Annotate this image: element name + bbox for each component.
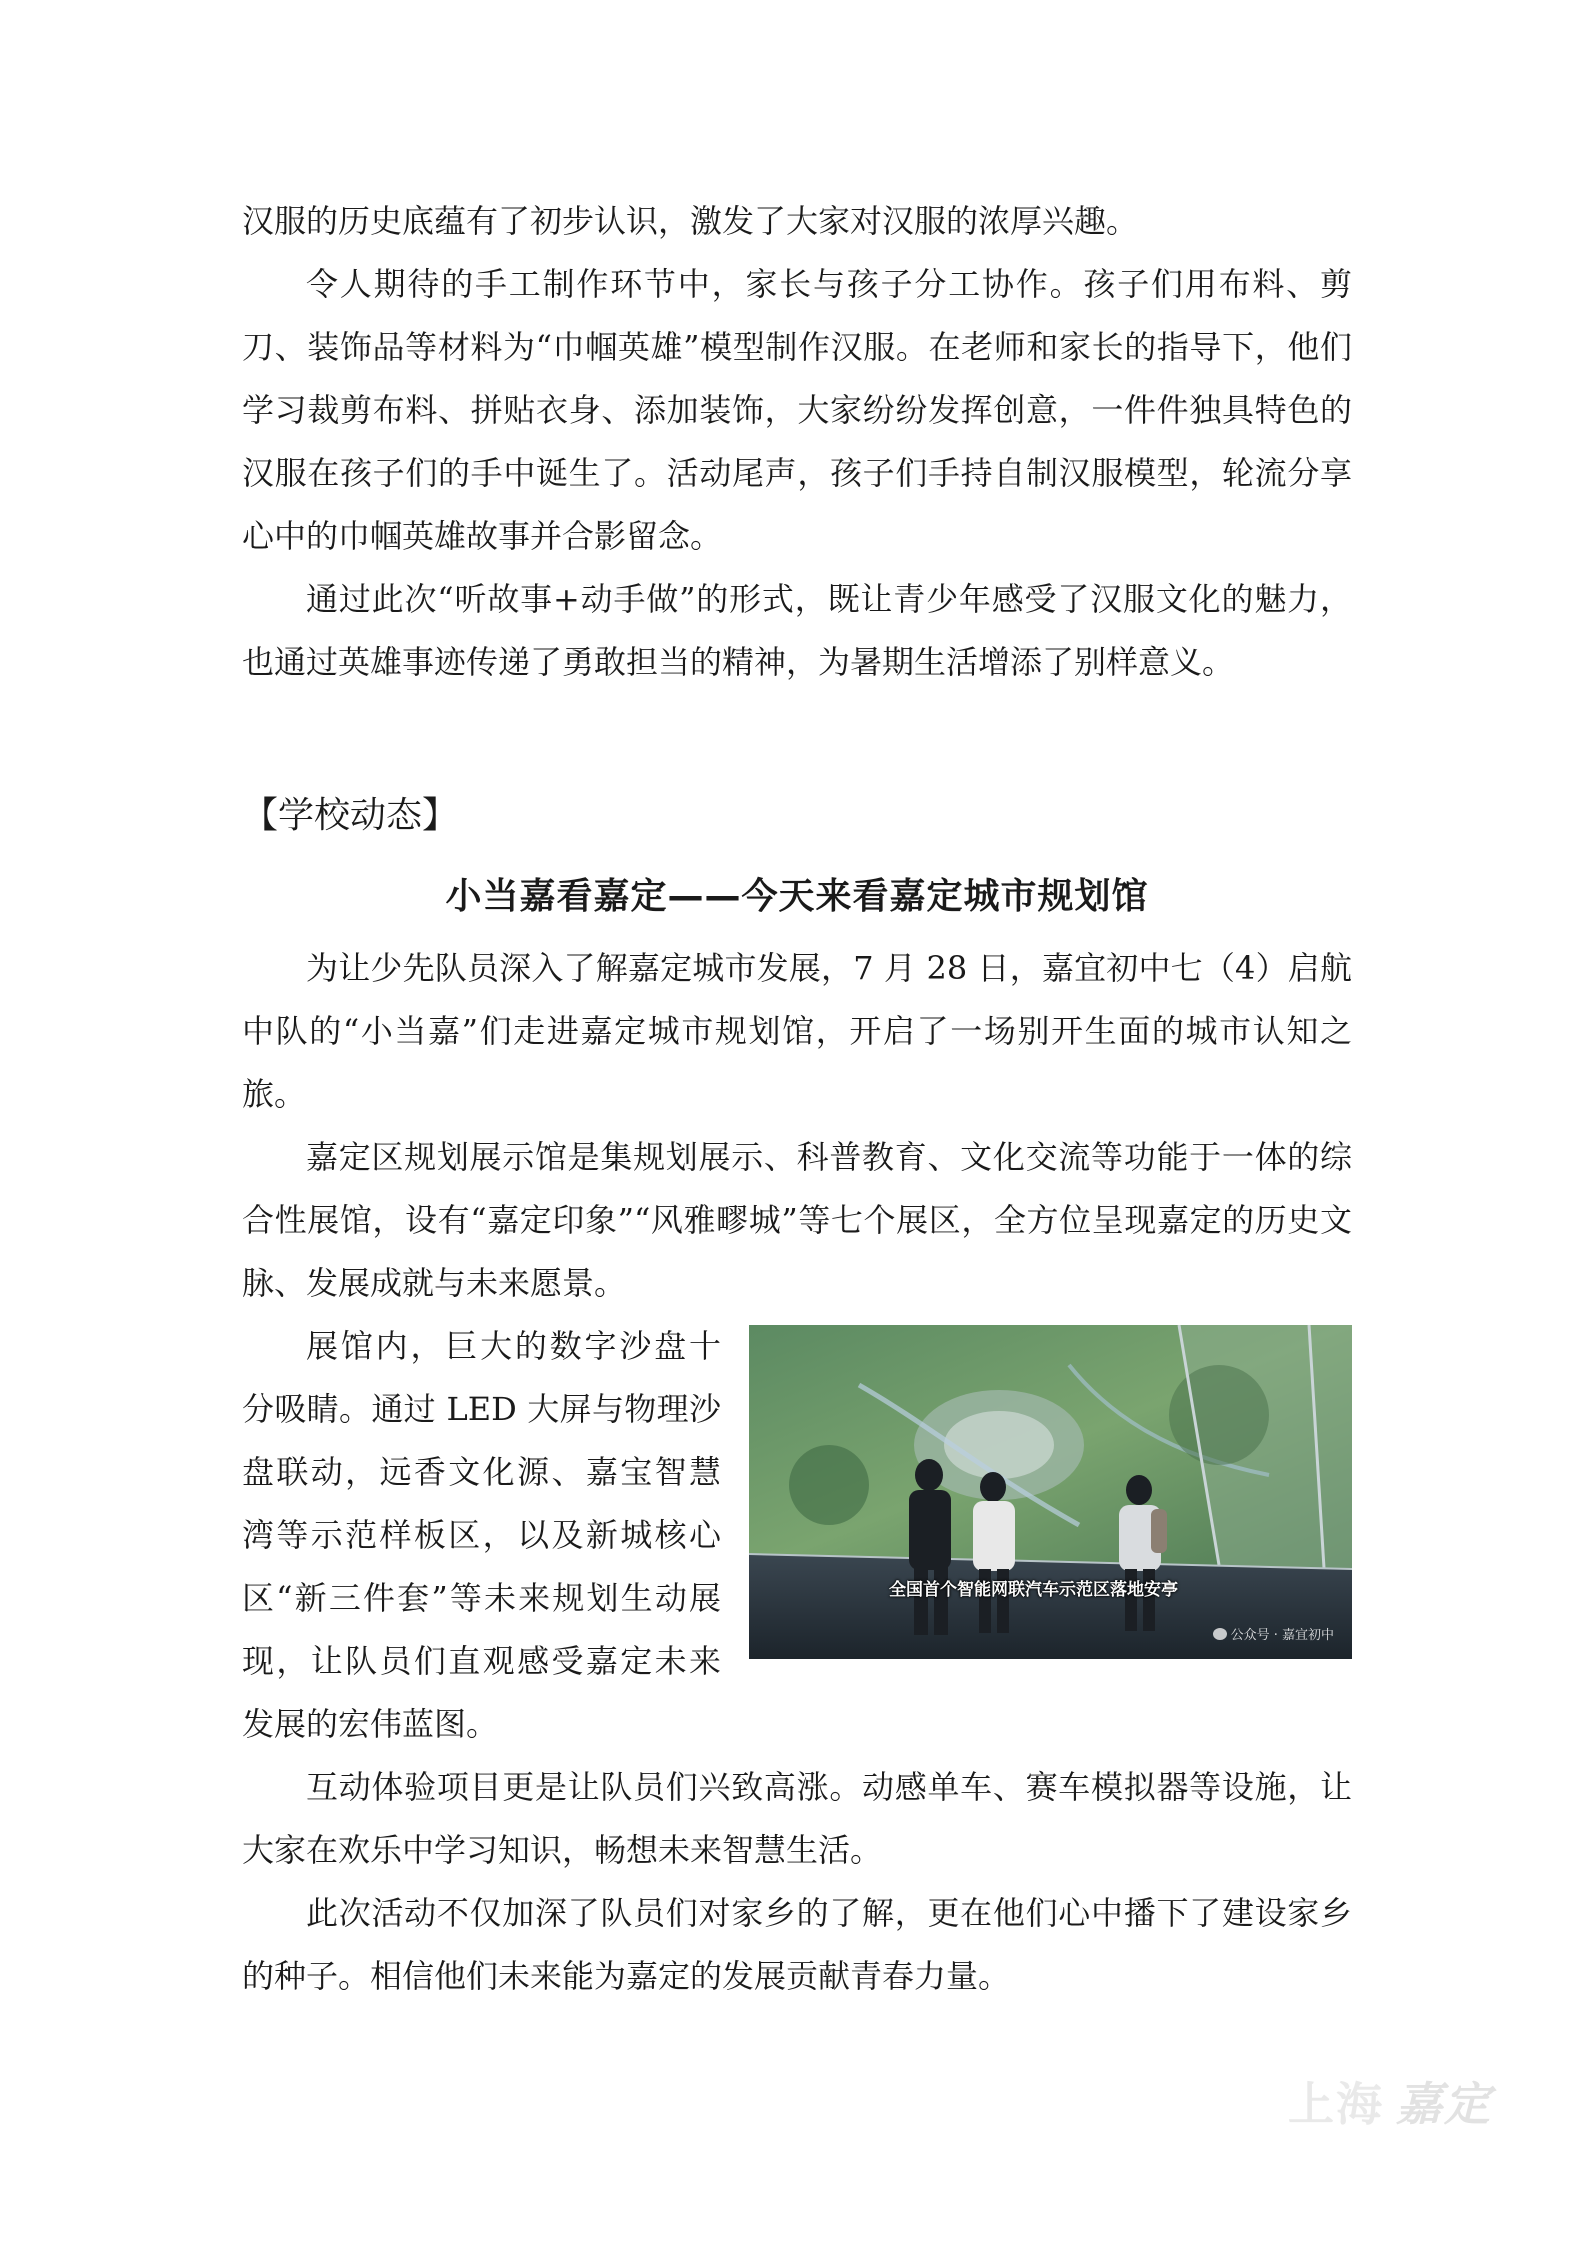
- article-paragraph-hall: 嘉定区规划展示馆是集规划展示、科普教育、文化交流等功能于一体的综合性展馆，设有“嘉定印象”“风雅疁城”等七个展区，全方位呈现嘉定的历史文脉、发展成就与未来愿景。: [242, 1138, 1352, 1302]
- logo-text-a: 上海: [1288, 2077, 1384, 2131]
- paragraph-conclusion: 通过此次“听故事+动手做”的形式，既让青少年感受了汉服文化的魅力，也通过英雄事迹传递了勇敢担当的精神，为暑期生活增添了别样意义。: [242, 580, 1352, 681]
- photo-watermark-text: 公众号 · 嘉宜初中: [1230, 1628, 1334, 1643]
- photo-watermark: [1213, 1627, 1334, 1645]
- paragraph-continued: 汉服的历史底蕴有了初步认识，激发了大家对汉服的浓厚兴趣。: [242, 202, 1139, 240]
- wechat-icon: [1213, 1628, 1227, 1640]
- article-paragraph-interactive: 互动体验项目更是让队员们兴致高涨。动感单车、赛车模拟器等设施，让大家在欢乐中学习知识，畅想未来智慧生活。: [242, 1768, 1352, 1869]
- article-paragraph-intro: 为让少先队员深入了解嘉定城市发展，7 月 28 日，嘉宜初中七（4）启航中队的“小当嘉”们走进嘉定城市规划馆，开启了一场别开生面的城市认知之旅。: [242, 949, 1352, 1113]
- page-content: [242, 190, 1352, 2008]
- section-heading: 【学校动态】: [242, 795, 459, 836]
- sand-table-illustration: [749, 1325, 1352, 1659]
- paragraph-handcraft: 令人期待的手工制作环节中，家长与孩子分工协作。孩子们用布料、剪刀、装饰品等材料为“巾帼英雄”模型制作汉服。在老师和家长的指导下，他们学习裁剪布料、拼贴衣身、添加装饰，大家纷纷发挥创意，一件件独具特色的汉服在孩子们的手中诞生了。活动尾声，孩子们手持自制汉服模型，轮流分享心中的巾帼英雄故事并合影留念。: [242, 265, 1352, 555]
- exhibition-photo: [749, 1325, 1352, 1659]
- photo-caption: 全国首个智能网联汽车示范区落地安亭: [889, 1580, 1178, 1600]
- article-title: 小当嘉看嘉定——今天来看嘉定城市规划馆: [445, 876, 1149, 917]
- shanghai-jiading-logo: [1288, 2068, 1492, 2134]
- article-paragraph-ending: 此次活动不仅加深了队员们对家乡的了解，更在他们心中播下了建设家乡的种子。相信他们未来能为嘉定的发展贡献青春力量。: [242, 1894, 1352, 1995]
- logo-text-b: 嘉定: [1396, 2077, 1492, 2131]
- article-paragraph-sand-table: 展馆内，巨大的数字沙盘十分吸睛。通过 LED 大屏与物理沙盘联动，远香文化源、嘉宝智慧湾等示范样板区，以及新城核心区“新三件套”等未来规划生动展现，让队员们直观感受嘉定未来发展的宏伟蓝图。: [242, 1327, 721, 1743]
